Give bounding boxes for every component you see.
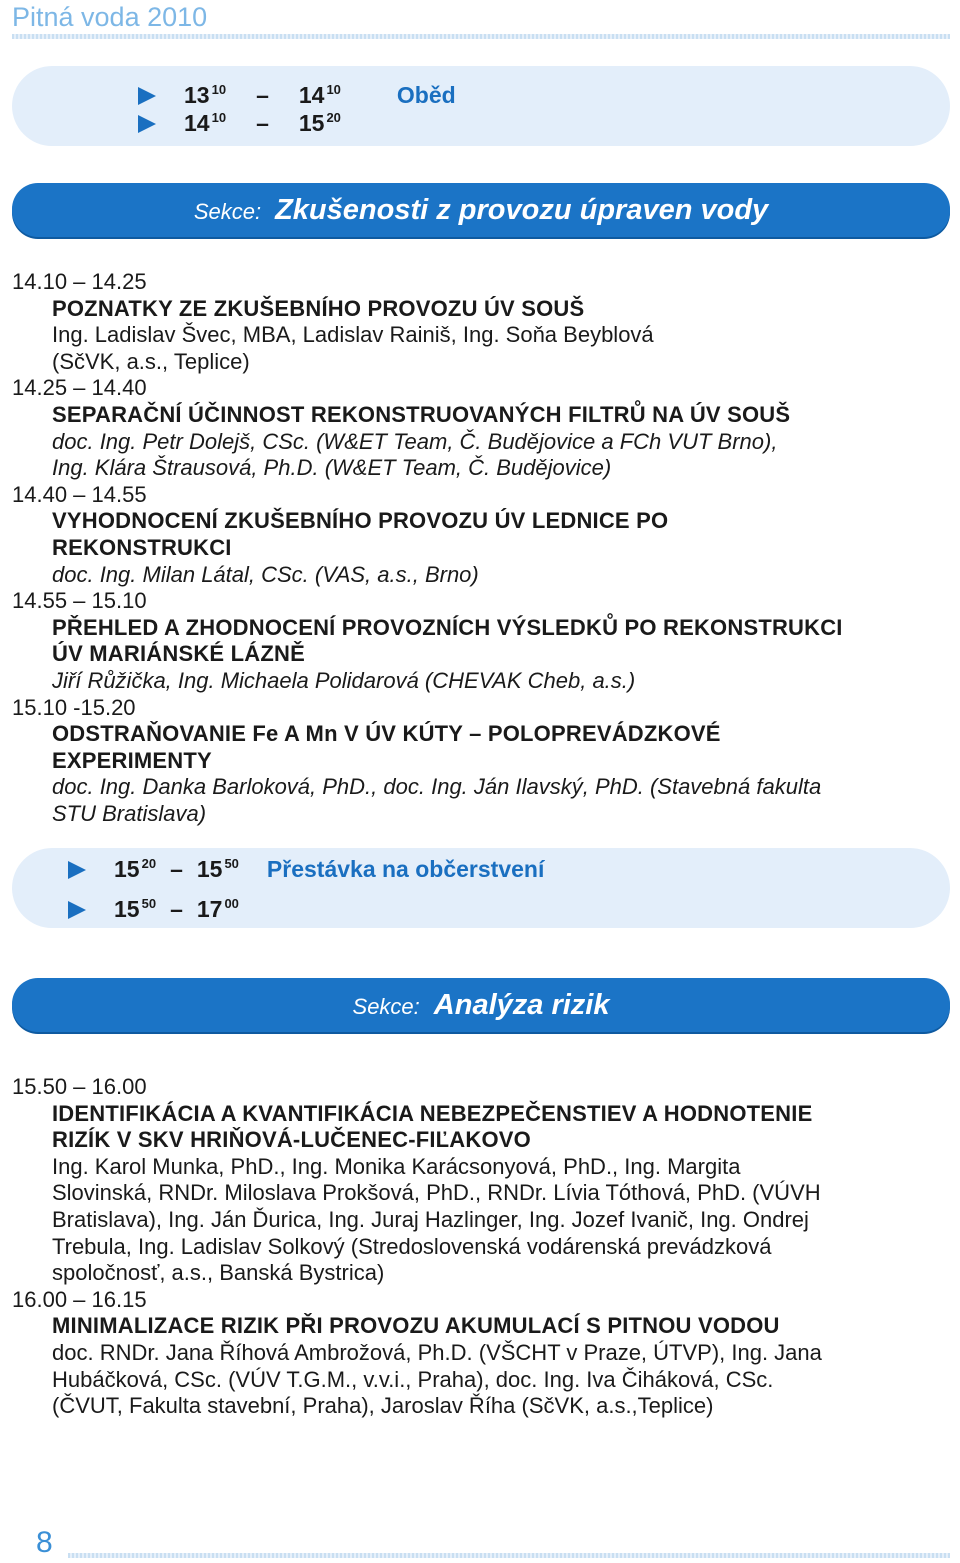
time-dash: – xyxy=(170,896,183,922)
item-authors: (ČVUT, Fakulta stavební, Praha), Jaroslav Říha (SčVK, a.s.,Teplice) xyxy=(52,1393,714,1419)
item-authors: Ing. Karol Munka, PhD., Ing. Monika Karácsonyová, PhD., Ing. Margita xyxy=(52,1153,741,1179)
arrow-right-icon xyxy=(68,901,86,919)
section-prefix: Sekce: xyxy=(352,994,420,1019)
item-title: VYHODNOCENÍ ZKUŠEBNÍHO PROVOZU ÚV LEDNICE PO xyxy=(52,508,669,534)
item-title: ÚV MARIÁNSKÉ LÁZNĚ xyxy=(52,641,305,667)
break-row xyxy=(68,856,544,883)
program-item xyxy=(12,482,950,588)
lunch-break-box xyxy=(12,66,950,146)
start-time: 15 $^{20}$ xyxy=(114,856,157,882)
section-prefix: Sekce: xyxy=(193,199,262,224)
program-list xyxy=(12,1074,950,1420)
end-time: 15 $^{50}$ xyxy=(196,856,239,882)
section-title: Analýza rizik xyxy=(433,989,610,1021)
time-dash: – xyxy=(256,110,269,136)
item-time: 14.10 – 14.25 xyxy=(12,269,147,294)
break-label: Oběd xyxy=(396,82,456,108)
item-title: MINIMALIZACE RIZIK PŘI PROVOZU AKUMULACÍ S PITNOU VODOU xyxy=(52,1313,780,1339)
item-time: 14.25 – 14.40 xyxy=(12,375,147,401)
item-authors: Hubáčková, CSc. (VÚV T.G.M., v.v.i., Praha), doc. Ing. Iva Čiháková, CSc. xyxy=(52,1366,774,1392)
end-time: 15 $^{20}$ xyxy=(298,110,341,136)
arrow-right-icon xyxy=(138,87,156,105)
item-authors: doc. RNDr. Jana Říhová Ambrožová, Ph.D. (VŠCHT v Praze, ÚTVP), Ing. Jana xyxy=(52,1339,822,1365)
item-title: EXPERIMENTY xyxy=(52,747,212,773)
item-authors: doc. Ing. Petr Dolejš, CSc. (W&ET Team, Č. Budějovice a FCh VUT Brno), xyxy=(52,428,778,454)
item-authors: doc. Ing. Danka Barloková, PhD., doc. Ing. Ján Ilavský, PhD. (Stavebná fakulta xyxy=(52,774,822,800)
item-authors: Slovinská, RNDr. Miloslava Prokšová, PhD., RNDr. Lívia Tóthová, PhD. (VÚVH xyxy=(52,1180,821,1206)
item-title: RIZÍK V SKV HRIŇOVÁ-LUČENEC-FIĽAKOVO xyxy=(52,1127,531,1153)
item-time: 16.00 – 16.15 xyxy=(12,1286,147,1312)
time-dash: – xyxy=(170,856,183,882)
footer-divider xyxy=(68,1553,950,1558)
end-time: 17 $^{00}$ xyxy=(196,896,239,922)
break-row xyxy=(68,896,239,923)
item-title: SEPARAČNÍ ÚČINNOST REKONSTRUOVANÝCH FILTRŮ NA ÚV SOUŠ xyxy=(52,401,791,427)
end-time: 14 $^{10}$ xyxy=(298,82,341,108)
item-title: REKONSTRUKCI xyxy=(52,534,232,560)
item-authors: doc. Ing. Milan Látal, CSc. (VAS, a.s., Brno) xyxy=(52,561,479,587)
running-header-title: Pitná voda 2010 xyxy=(12,2,208,32)
coffee-break-box xyxy=(12,848,950,928)
item-title: POZNATKY ZE ZKUŠEBNÍHO PROVOZU ÚV SOUŠ xyxy=(52,295,585,321)
item-title: PŘEHLED A ZHODNOCENÍ PROVOZNÍCH VÝSLEDKŮ PO REKONSTRUKCI xyxy=(52,614,843,640)
item-authors: spoločnosť, a.s., Banská Bystrica) xyxy=(52,1260,385,1286)
section-heading-bar xyxy=(12,183,950,237)
page-number: 8 xyxy=(36,1526,53,1559)
break-row xyxy=(138,110,341,137)
start-time: 14 $^{10}$ xyxy=(184,110,227,136)
program-item xyxy=(12,269,950,375)
item-authors: (SčVK, a.s., Teplice) xyxy=(52,348,250,374)
item-authors: Ing. Ladislav Švec, MBA, Ladislav Rainiš, Ing. Soňa Beyblová xyxy=(52,322,654,348)
item-time: 15.50 – 16.00 xyxy=(12,1074,147,1099)
time-dash: – xyxy=(256,82,269,108)
program-item xyxy=(12,695,950,828)
break-label: Přestávka na občerstvení xyxy=(266,856,545,882)
program-list xyxy=(12,269,950,827)
program-item xyxy=(12,1074,950,1287)
break-row xyxy=(138,82,456,109)
item-authors: Bratislava), Ing. Ján Ďurica, Ing. Juraj Hazlinger, Ing. Jozef Ivanič, Ing. Ondrej xyxy=(52,1206,809,1232)
arrow-right-icon xyxy=(68,861,86,879)
header-divider xyxy=(12,34,950,39)
item-authors: Jiří Růžička, Ing. Michaela Polidarová (CHEVAK Cheb, a.s.) xyxy=(52,667,636,693)
start-time: 15 $^{50}$ xyxy=(114,896,157,922)
item-time: 14.55 – 15.10 xyxy=(12,588,147,614)
item-authors: Trebula, Ing. Ladislav Solkový (Stredoslovenská vodárenská prevádzková xyxy=(52,1233,772,1259)
program-item xyxy=(12,1287,950,1420)
program-item xyxy=(12,588,950,694)
item-title: IDENTIFIKÁCIA A KVANTIFIKÁCIA NEBEZPEČENSTIEV A HODNOTENIE xyxy=(52,1100,813,1126)
section-title: Zkušenosti z provozu úpraven vody xyxy=(275,194,769,226)
item-time: 15.10 -15.20 xyxy=(12,694,136,720)
item-title: ODSTRAŇOVANIE Fe A Mn V ÚV KÚTY – POLOPREVÁDZKOVÉ xyxy=(52,721,721,747)
section-heading-bar xyxy=(12,978,950,1032)
start-time: 13 $^{10}$ xyxy=(184,82,227,108)
item-authors: STU Bratislava) xyxy=(52,800,207,826)
item-time: 14.40 – 14.55 xyxy=(12,481,147,507)
program-item xyxy=(12,375,950,481)
item-authors: Ing. Klára Štrausová, Ph.D. (W&ET Team, Č. Budějovice) xyxy=(52,455,612,481)
arrow-right-icon xyxy=(138,115,156,133)
